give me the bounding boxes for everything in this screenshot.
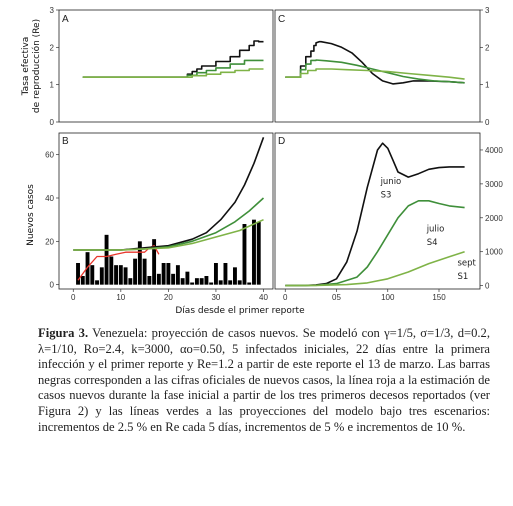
- series-line-red: [78, 246, 159, 281]
- y-axis-title-line: de reproducción (Re): [32, 18, 42, 114]
- panel-b-y-tick-label: 60: [45, 150, 54, 160]
- bar: [238, 280, 242, 284]
- panel-c-label: C: [278, 14, 286, 25]
- bar: [109, 257, 113, 285]
- bar: [100, 267, 104, 284]
- series-line-black: [285, 143, 464, 285]
- panel-b-x-tick-label: 40: [259, 293, 268, 302]
- annotation-label: S4: [426, 237, 438, 248]
- bar: [171, 274, 175, 285]
- y-axis-title-bottom: Nuevos casos: [26, 184, 36, 246]
- bar: [204, 276, 208, 285]
- caption-text: Venezuela: proyección de casos nuevos. Se modeló con γ=1/5, σ=1/3, d=0.2, λ=1/10, Ro=2.4, k=3000, αo=0.50, 5 infectados iniciales, 22 días entre la primera infección y el primer reporte y Re=1.2 a partir de este reporte el 13 de marzo. Las barras negras corresponden a las cifras oficiales de nuevos casos, la línea roja a la estimación de casos nuevos durante la fase inicial a partir de los tres primeros decesos reportados (ver Figura 2) y las líneas verdes a las proyecciones del modelo bajo tres escenarios: incrementos de 2.5 % en Re cada 5 días, incrementos de 5 % e incrementos de 10 %.: [38, 326, 490, 434]
- panel-c-y-tick-label: 1: [485, 80, 490, 90]
- bar: [90, 265, 94, 285]
- panel-b-x-tick-label: 0: [71, 293, 76, 302]
- bar: [157, 274, 161, 285]
- panel-b-x-tick-label: 10: [116, 293, 126, 302]
- panel-a: [50, 6, 273, 127]
- panel-b-label: B: [62, 136, 69, 147]
- panel-d-x-tick-label: 100: [381, 293, 395, 302]
- annotation-label: julio: [426, 224, 445, 235]
- bar: [81, 276, 85, 285]
- bar: [252, 220, 256, 285]
- series-line-light-green: [83, 69, 264, 77]
- bar: [223, 263, 227, 285]
- panel-c-y-tick-label: 0: [485, 118, 490, 127]
- bar: [76, 263, 80, 285]
- panel-b-y-tick-label: 40: [45, 194, 54, 203]
- series-line-mid-green: [83, 60, 264, 77]
- annotation-label: sept: [457, 258, 476, 269]
- series-line-light-green: [285, 69, 464, 79]
- panel-c-y-tick-label: 3: [485, 6, 490, 15]
- annotation-label: S3: [380, 190, 392, 201]
- bar: [128, 278, 132, 285]
- bar: [257, 222, 261, 285]
- series-line-black: [73, 137, 263, 250]
- bar: [190, 283, 194, 285]
- bar: [185, 272, 189, 285]
- bar: [162, 263, 166, 285]
- series-line-mid-green: [73, 198, 263, 250]
- panel-d-y-tick-label: 2000: [485, 213, 503, 223]
- panel-a-y-tick-label: 0: [49, 118, 54, 127]
- panel-a-y-tick-label: 2: [49, 43, 54, 53]
- bar: [176, 265, 180, 285]
- panel-c: [275, 6, 490, 127]
- bar: [105, 235, 109, 285]
- panel-d-x-tick-label: 150: [432, 293, 446, 302]
- bar: [143, 259, 147, 285]
- bar: [119, 265, 123, 285]
- panel-d-x-tick-label: 05: [332, 293, 341, 302]
- figure-caption: [38, 326, 490, 435]
- bar: [95, 280, 99, 284]
- bar: [233, 267, 237, 284]
- bar: [181, 278, 185, 285]
- panel-a-y-tick-label: 3: [49, 6, 54, 15]
- y-axis-title-line: Tasa efectiva: [21, 36, 31, 96]
- x-axis-title: Días desde el primer reporte: [175, 306, 305, 316]
- bar: [243, 224, 247, 285]
- panel-d-x-tick-label: 0: [283, 293, 288, 302]
- bar: [147, 276, 151, 285]
- bar: [124, 267, 128, 284]
- bar: [214, 263, 218, 285]
- panel-b-y-tick-label: 20: [45, 237, 54, 247]
- bar: [228, 280, 232, 284]
- bar: [247, 283, 251, 285]
- panel-b: [45, 133, 273, 302]
- y-axis-title-top-text: [21, 19, 42, 113]
- annotation-label: S1: [457, 271, 469, 282]
- panel-b-x-tick-label: 30: [211, 293, 221, 302]
- panel-d-y-tick-label: 3000: [485, 179, 503, 189]
- panel-d-label: D: [278, 136, 286, 147]
- panel-c-y-tick-label: 2: [485, 43, 490, 53]
- bar: [195, 278, 199, 285]
- panel-a-frame: [59, 10, 273, 122]
- panel-b-y-tick-label: 0: [49, 280, 54, 290]
- panel-b-x-tick-label: 20: [163, 293, 173, 302]
- panel-d-y-tick-label: 4000: [485, 145, 503, 155]
- panel-d-y-tick-label: 0: [485, 281, 490, 291]
- bar: [133, 259, 137, 285]
- series-line-black: [83, 41, 264, 77]
- bar: [200, 278, 204, 285]
- panel-d-frame: [275, 133, 480, 289]
- bar: [166, 263, 170, 285]
- panel-a-y-tick-label: 1: [49, 80, 54, 90]
- series-line-black: [285, 42, 464, 84]
- panel-d-y-tick-label: 1000: [485, 247, 503, 257]
- panel-d: [275, 133, 503, 302]
- bar: [114, 265, 118, 285]
- bar: [219, 280, 223, 284]
- annotation-label: junio: [380, 176, 402, 187]
- caption-label: Figura 3.: [38, 326, 89, 340]
- series-line-mid-green: [285, 201, 464, 286]
- panel-a-label: A: [62, 14, 69, 25]
- y-axis-title-top: [21, 19, 42, 113]
- bar: [209, 283, 213, 285]
